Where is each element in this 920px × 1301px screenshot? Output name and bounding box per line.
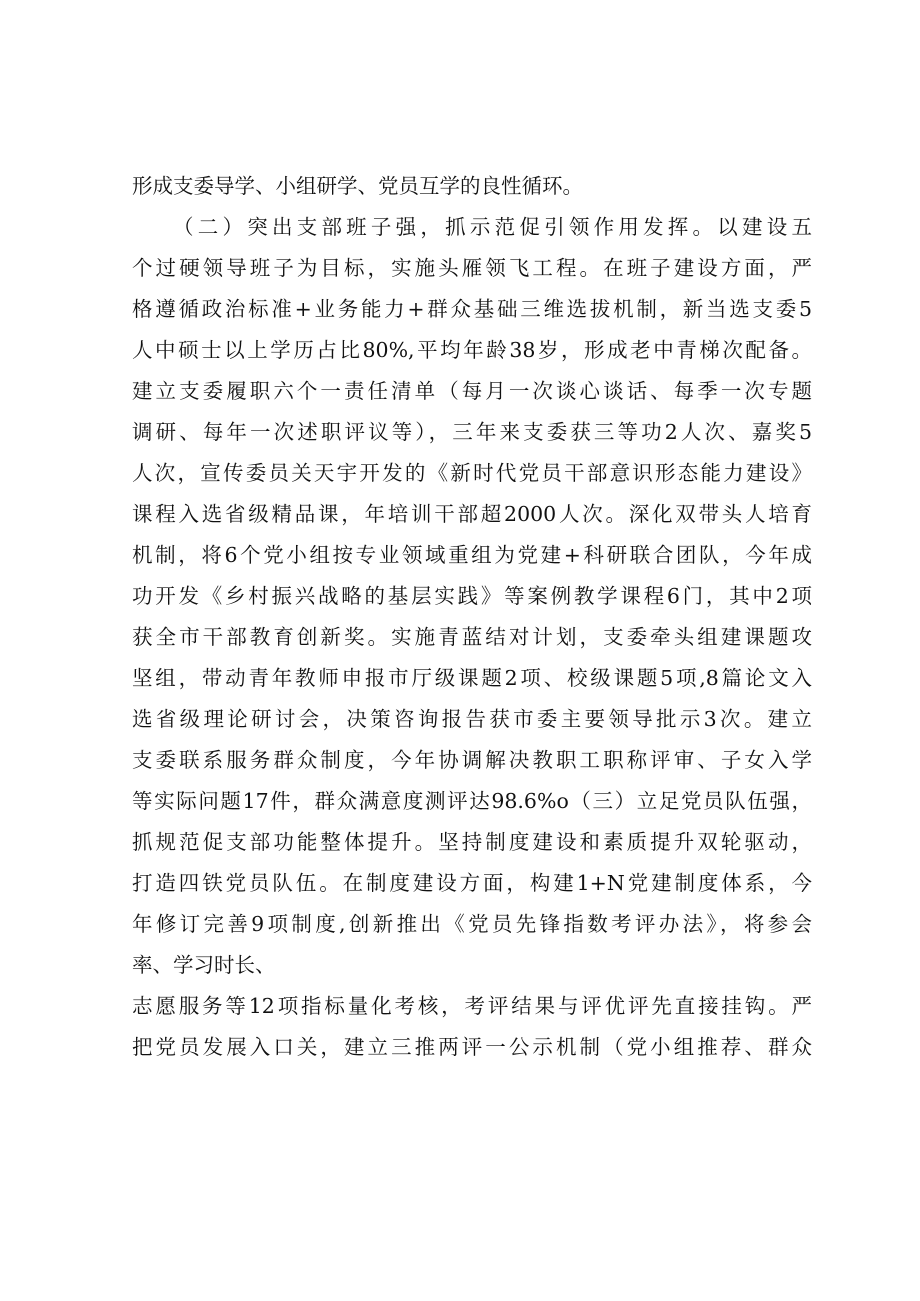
- text-line: 建立支委履职六个一责任清单（每月一次谈心谈话、每季一次专题: [132, 379, 812, 403]
- text-line: 坚组，带动青年教师申报市厅级课题2项、校级课题5项,8篇论文入: [132, 666, 812, 690]
- text-line: 个过硬领导班子为目标，实施头雁领飞工程。在班子建设方面，严: [132, 256, 812, 280]
- text-line: 格遵循政治标准+业务能力+群众基础三维选拔机制，新当选支委5: [132, 297, 812, 321]
- text-line: 年修订完善9项制度,创新推出《党员先锋指数考评办法》，将参会: [132, 912, 812, 936]
- text-line: 等实际问题17件，群众满意度测评达98.6%o（三）立足党员队伍强，: [132, 789, 812, 813]
- text-line: 形成支委导学、小组研学、党员互学的良性循环。: [132, 174, 583, 198]
- text-line: 选省级理论研讨会，决策咨询报告获市委主要领导批示3次。建立: [132, 707, 812, 731]
- text-line: 打造四铁党员队伍。在制度建设方面，构建1+N党建制度体系，今: [132, 871, 812, 895]
- text-line: 调研、每年一次述职评议等），三年来支委获三等功2人次、嘉奖5: [132, 420, 812, 444]
- text-line: 功开发《乡村振兴战略的基层实践》等案例教学课程6门，其中2项: [132, 584, 812, 608]
- text-line: 人次，宣传委员关天宇开发的《新时代党员干部意识形态能力建设》: [132, 461, 812, 485]
- text-line: 机制，将6个党小组按专业领域重组为党建+科研联合团队，今年成: [132, 543, 812, 567]
- text-line: 率、学习时长、: [132, 953, 276, 977]
- text-line: 支委联系服务群众制度，今年协调解决教职工职称评审、子女入学: [132, 748, 812, 772]
- text-line: （二）突出支部班子强，抓示范促引领作用发挥。以建设五: [173, 215, 812, 239]
- body-text: [132, 166, 812, 1068]
- text-line: 课程入选省级精品课，年培训干部超2000人次。深化双带头人培育: [132, 502, 812, 526]
- text-line: 志愿服务等12项指标量化考核，考评结果与评优评先直接挂钩。严: [132, 994, 812, 1018]
- text-line: 获全市干部教育创新奖。实施青蓝结对计划，支委牵头组建课题攻: [132, 625, 812, 649]
- text-line: 抓规范促支部功能整体提升。坚持制度建设和素质提升双轮驱动，: [132, 830, 812, 854]
- text-line: 把党员发展入口关，建立三推两评一公示机制（党小组推荐、群众: [132, 1035, 812, 1059]
- text-line: 人中硕士以上学历占比80%,平均年龄38岁，形成老中青梯次配备。: [132, 338, 812, 362]
